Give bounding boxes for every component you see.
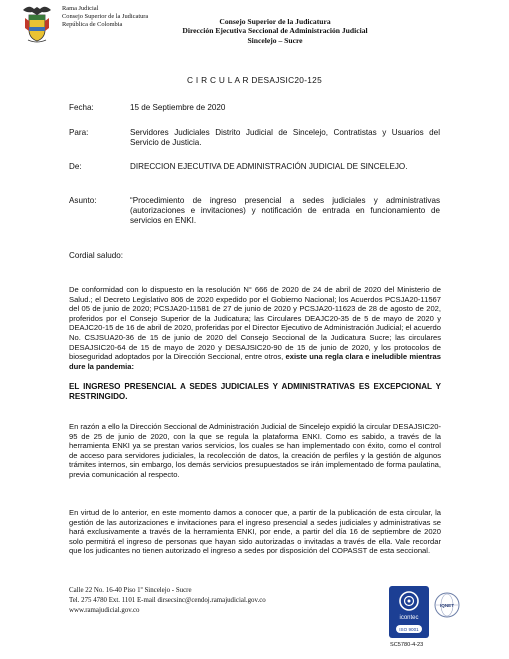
rule-statement: EL INGRESO PRESENCIAL A SEDES JUDICIALES Y ADMINISTRATIVAS ES EXCEPCIONAL Y RESTRINGIDO. <box>69 382 441 401</box>
coat-of-arms-icon <box>20 4 54 44</box>
letterhead-line: Sincelejo – Sucre <box>247 35 303 45</box>
icontec-certification-logo <box>389 586 429 638</box>
greeting: Cordial saludo: <box>69 251 123 260</box>
para-value: Servidores Judiciales Distrito Judicial de Sincelejo, Contratistas y Usuarios del Servicio de Justicia. <box>130 128 440 147</box>
de-label: De: <box>69 162 82 171</box>
letterhead-line: Dirección Ejecutiva Seccional de Administración Judicial <box>182 26 368 36</box>
footer-link[interactable]: www.ramajudicial.gov.co <box>69 607 140 614</box>
iqnet-certification-logo <box>434 592 460 618</box>
paragraph-1-bold: existe una regla clara e ineludible mientras dure la pandemia: <box>69 352 441 371</box>
certificate-code: SC5780-4-23 <box>390 642 424 648</box>
de-value: DIRECCION EJECUTIVA DE ADMINISTRACIÓN JUDICIAL DE SINCELEJO. <box>130 162 408 171</box>
icontec-label: icontec <box>399 615 419 621</box>
asunto-label: Asunto: <box>69 196 97 205</box>
footer-line: Tel. 275 4780 Ext. 1101 E-mail dirsecsinc@cendoj.ramajudicial.gov.co <box>69 597 266 604</box>
paragraph-1-text: De conformidad con lo dispuesto en la resolución N° 666 de 2020 de 24 de abril de 2020 del Ministerio de Salud.; el Decreto Legislativo 806 de 2020 expedido por el Gobierno Nacional; los Acuerdos PCSJA20-11567 del 05 de junio de 2020; PCSJA20-11581 de 27 de junio de 2020 y PCSJA20-11623 de 28 de agosto de 202, proferidos por el Consejo Superior de la Judicatura; las Circulares DEAJC20-35 de 5 de mayo de 2020 y DEAJC20-15 de 16 de abril de 2020, proferidas por el Director Ejecutivo de Administración Judicial; el acuerdo No. CSJSUA20-36 de 15 de junio de 2020 del Consejo Seccional de la Judicatura Sucre; las circulares DESAJSIC20-64 de 15 de mayo de 2020 y DESAJSIC20-90 de 15 de junio de 2020, y los protocolos de bioseguridad adoptados por la Dirección Seccional, entre otros, <box>69 285 441 362</box>
letterhead-title <box>120 17 430 45</box>
iqnet-label: IQNET <box>439 603 455 608</box>
paragraph-2: En razón a ello la Dirección Seccional de Administración Judicial de Sincelejo expidió la circular DESAJSIC20-95 de 25 de junio de 2020, con la que se regula la plataforma ENKI. Como es sabido, a través de la herramienta ENKI ya se prestan varios servicios, los cuales se han implementado con éxito, como el control de acceso para servidores judiciales, la recolección de datos, la creación de perfiles y la gestión de algunos trámites internos, sin embargo, los demás servicios presupuestados se irán implementado de forma paulatina, previa comunicación al respecto. <box>69 422 441 479</box>
paragraph-3: En virtud de lo anterior, en este momento damos a conocer que, a partir de la publicación de esta circular, la gestión de las autorizaciones e invitaciones para el ingreso presencial a sedes judiciales y administrativas se hará exclusivamente a través de la herramienta ENKI, por ende, a partir del día 16 de septiembre de 2020 solo permitirá el ingreso de personas que hayan sido autorizadas o invitadas a través de ella. Vale recordar que los judicantes no tienen autorizado el ingreso a sedes por disposición del COPASST de esta seccional. <box>69 508 441 556</box>
para-label: Para: <box>69 128 89 137</box>
fecha-value: 15 de Septiembre de 2020 <box>130 103 226 112</box>
fecha-label: Fecha: <box>69 103 94 112</box>
institution-line: Consejo Superior de la Judicatura <box>62 13 149 20</box>
institution-line: Rama Judicial <box>62 5 99 12</box>
paragraph-1 <box>69 285 441 371</box>
circular-title: C I R C U L A R DESAJSIC20-125 <box>186 75 323 85</box>
institution-line: República de Colombia <box>62 21 123 28</box>
letterhead-line: Consejo Superior de la Judicatura <box>219 17 331 26</box>
footer-line: Calle 22 No. 16-40 Piso 1º Sincelejo - Sucre <box>69 587 192 594</box>
footer-address <box>69 586 266 616</box>
asunto-value: “Procedimiento de ingreso presencial a sedes judiciales y administrativas (autorizaciones e invitaciones) y notificación de entrada en funcionamiento de servicios en ENKI. <box>130 196 440 225</box>
iso-label: ISO 9001 <box>399 627 419 632</box>
